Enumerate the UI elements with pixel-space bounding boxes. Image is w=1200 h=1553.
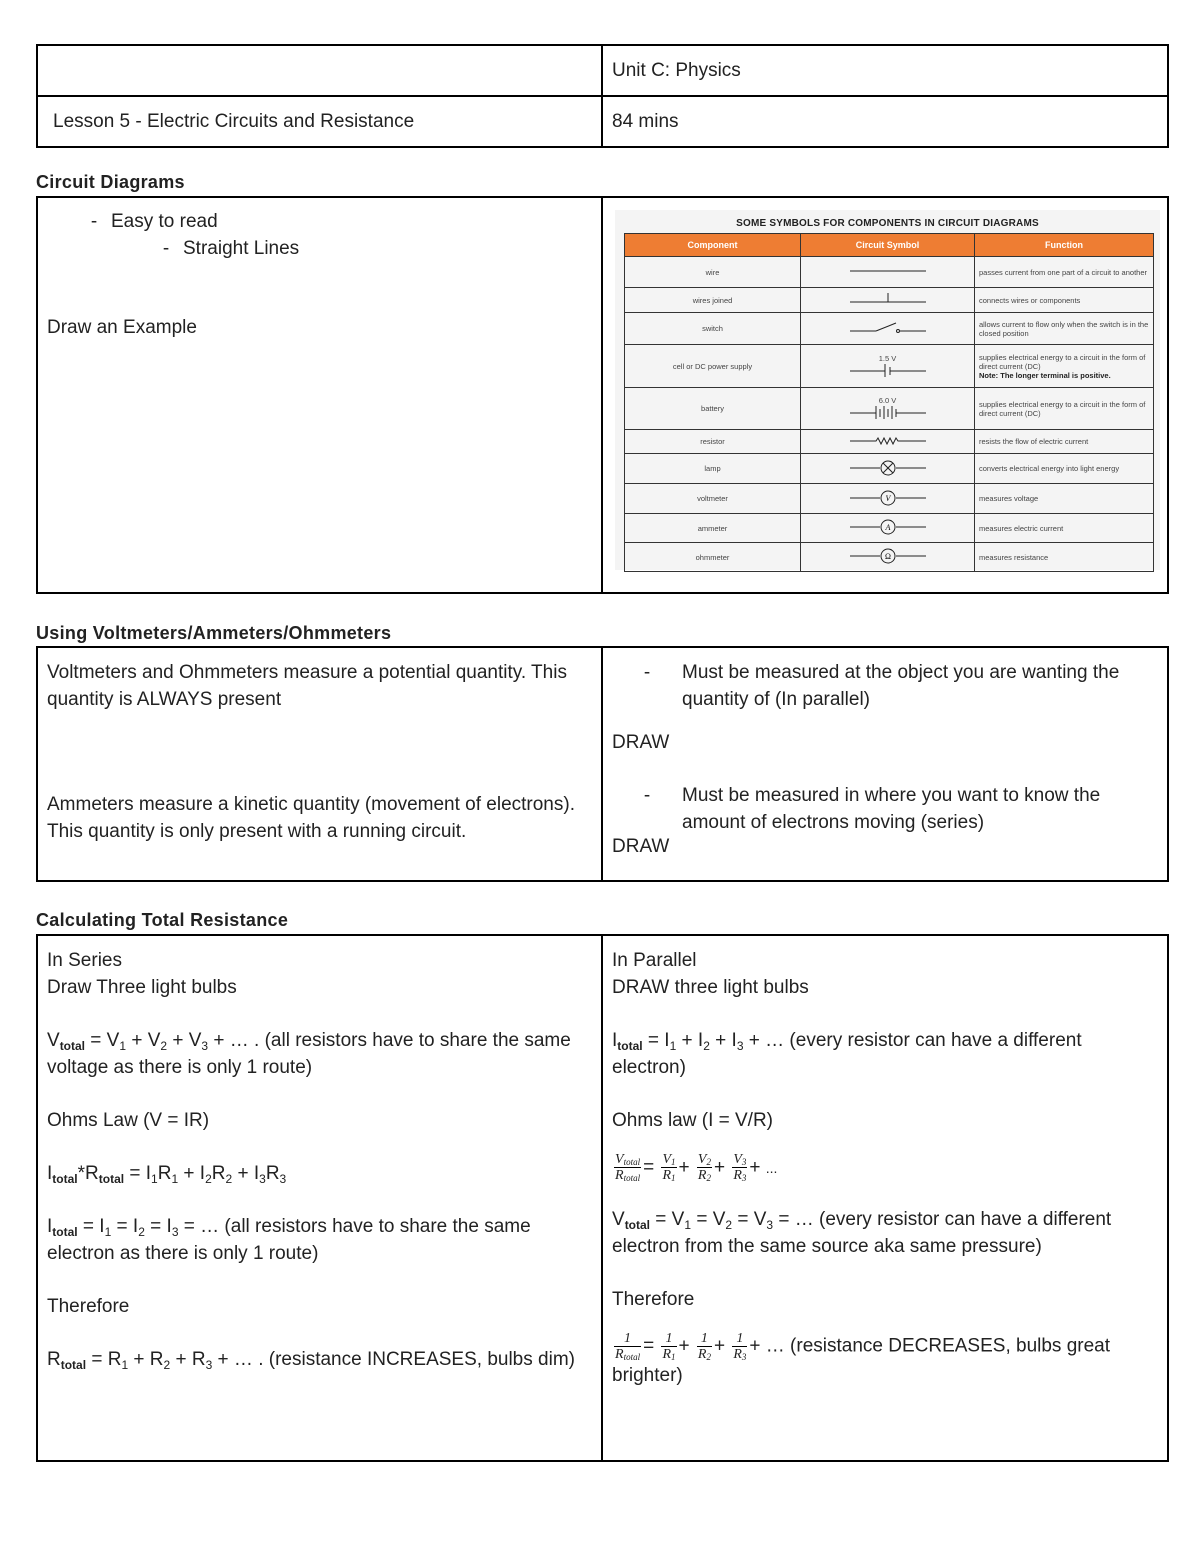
symbol-row bbox=[625, 345, 1154, 388]
meters-left-cell bbox=[37, 647, 602, 881]
component-function: connects wires or components bbox=[975, 288, 1154, 313]
parallel-draw-label: DRAW three light bulbs bbox=[612, 977, 809, 998]
chart-title: SOME SYMBOLS FOR COMPONENTS IN CIRCUIT DIAGRAMS bbox=[736, 218, 1039, 229]
cell-symbol bbox=[801, 345, 975, 388]
symbol-row bbox=[625, 388, 1154, 430]
header-empty-cell bbox=[37, 45, 602, 96]
unit-cell bbox=[602, 45, 1168, 96]
meters-right-cell bbox=[602, 647, 1168, 881]
draw-label-series: DRAW bbox=[612, 836, 670, 857]
component-function: allows current to flow only when the switch is in the closed position bbox=[975, 313, 1154, 345]
component-name: lamp bbox=[625, 454, 801, 484]
section-title-resistance: Calculating Total Resistance bbox=[36, 910, 289, 930]
lamp-symbol bbox=[801, 454, 975, 484]
parallel-heading: In Parallel bbox=[612, 950, 697, 971]
lesson-cell bbox=[37, 96, 602, 147]
symbol-row bbox=[625, 257, 1154, 288]
wire-symbol bbox=[801, 257, 975, 288]
cell-voltage-label: 1.5 V bbox=[878, 353, 897, 363]
parallel-therefore: Therefore bbox=[612, 1289, 695, 1310]
parallel-voltage-fraction-formula: $\frac{V_{total}}{R_{total}}$ = $\frac{V_1}{R_1}$ + $\frac{V_2}{R_2}$ + $\frac{V_3}{R_3}$ + ... bbox=[615, 1152, 778, 1184]
circuit-notes-cell bbox=[37, 197, 602, 593]
header-table bbox=[36, 44, 1169, 148]
series-ohms-formula: $I_{total}*R_{total} = I_1R_1 + I_2R_2 + I_3R_3$ bbox=[47, 1163, 287, 1186]
parallel-ohms-law: Ohms law (I = V/R) bbox=[612, 1110, 773, 1131]
symbol-row bbox=[625, 514, 1154, 543]
wires-joined-symbol bbox=[801, 288, 975, 313]
ammeter-symbol bbox=[801, 514, 975, 543]
component-function: resists the flow of electric current bbox=[975, 430, 1154, 454]
col-header-component: Component bbox=[625, 234, 801, 257]
voltmeter-symbol bbox=[801, 484, 975, 514]
symbol-row bbox=[625, 543, 1154, 572]
potential-quantity-text: Voltmeters and Ohmmeters measure a potential quantity. This quantity is ALWAYS present bbox=[47, 662, 567, 710]
series-resistance-formula: $R_{total} = R_1 + R_2 + R_3$ + … . (resistance INCREASES, bulbs dim) bbox=[47, 1349, 575, 1372]
circuit-diagrams-table bbox=[36, 196, 1169, 594]
svg-text:V: V bbox=[885, 493, 890, 503]
symbol-row bbox=[625, 484, 1154, 514]
series-ohms-law: Ohms Law (V = IR) bbox=[47, 1110, 210, 1131]
cell-note: Note: The longer terminal is positive. bbox=[979, 370, 1111, 380]
parallel-resistance-formula: $\frac{1}{R_{total}}$ = $\frac{1}{R_1}$ + $\frac{1}{R_2}$ + $\frac{1}{R_3}$ + … (resistance DECREASES, bulbs great brighter) bbox=[612, 1331, 1111, 1386]
unit-title: Unit C: Physics bbox=[612, 60, 741, 81]
component-function: passes current from one part of a circuit to another bbox=[975, 257, 1154, 288]
component-name: wire bbox=[625, 257, 801, 288]
series-voltage-formula: $V_{total} = V_1 + V_2 + V_3$ + … . (all resistors have to share the same voltage as there is only 1 route) bbox=[47, 1030, 571, 1078]
lesson-title: Lesson 5 - Electric Circuits and Resistance bbox=[53, 111, 415, 132]
col-header-symbol: Circuit Symbol bbox=[801, 234, 975, 257]
section-title-circuit-diagrams: Circuit Diagrams bbox=[36, 172, 185, 192]
draw-example-label: Draw an Example bbox=[47, 317, 197, 338]
resistance-table bbox=[36, 934, 1169, 1462]
series-heading: In Series bbox=[47, 950, 122, 971]
bullet-easy-to-read: - Easy to read bbox=[90, 211, 218, 232]
symbols-chart-cell bbox=[602, 197, 1168, 593]
parallel-cell bbox=[602, 935, 1168, 1461]
component-name: resistor bbox=[625, 430, 801, 454]
series-cell bbox=[37, 935, 602, 1461]
component-name: ammeter bbox=[625, 514, 801, 543]
series-therefore: Therefore bbox=[47, 1296, 130, 1317]
component-function: converts electrical energy into light energy bbox=[975, 454, 1154, 484]
lesson-duration: 84 mins bbox=[612, 111, 679, 132]
duration-cell bbox=[602, 96, 1168, 147]
ohmmeter-symbol bbox=[801, 543, 975, 572]
component-name: ohmmeter bbox=[625, 543, 801, 572]
series-current-formula: $I_{total} = I_1 = I_2 = I_3$ = … (all resistors have to share the same electron as there is only 1 route) bbox=[47, 1216, 531, 1264]
component-name: battery bbox=[625, 388, 801, 430]
series-bullet: - Must be measured in where you want to know the amount of electrons moving (series) bbox=[643, 785, 1101, 833]
symbol-row bbox=[625, 430, 1154, 454]
component-function: supplies electrical energy to a circuit in the form of direct current (DC) bbox=[975, 388, 1154, 430]
component-function: measures resistance bbox=[975, 543, 1154, 572]
symbol-row bbox=[625, 454, 1154, 484]
component-name: voltmeter bbox=[625, 484, 801, 514]
kinetic-quantity-text: Ammeters measure a kinetic quantity (movement of electrons). This quantity is only present with a running circuit. bbox=[47, 794, 575, 842]
series-draw-label: Draw Three light bulbs bbox=[47, 977, 237, 998]
battery-symbol bbox=[801, 388, 975, 430]
battery-voltage-label: 6.0 V bbox=[878, 396, 897, 405]
resistor-symbol bbox=[801, 430, 975, 454]
switch-symbol bbox=[801, 313, 975, 345]
col-header-function: Function bbox=[975, 234, 1154, 257]
parallel-current-formula: $I_{total} = I_1 + I_2 + I_3$ + … (every resistor can have a different electron) bbox=[612, 1030, 1082, 1078]
component-function: supplies electrical energy to a circuit in the form of direct current (DC) Note: The longer terminal is positive. bbox=[975, 345, 1154, 388]
bullet-straight-lines: - Straight Lines bbox=[162, 238, 300, 259]
component-function: measures electric current bbox=[975, 514, 1154, 543]
meters-table bbox=[36, 646, 1169, 882]
symbol-row bbox=[625, 313, 1154, 345]
draw-label-parallel: DRAW bbox=[612, 732, 670, 753]
symbol-row bbox=[625, 288, 1154, 313]
component-name: cell or DC power supply bbox=[625, 345, 801, 388]
svg-text:A: A bbox=[885, 523, 890, 532]
component-name: switch bbox=[625, 313, 801, 345]
component-name: wires joined bbox=[625, 288, 801, 313]
svg-text:Ω: Ω bbox=[884, 552, 891, 561]
parallel-bullet: - Must be measured at the object you are wanting the quantity of (In parallel) bbox=[643, 662, 1120, 710]
component-function: measures voltage bbox=[975, 484, 1154, 514]
parallel-voltage-formula: $V_{total} = V_1 = V_2 = V_3$ = … (every resistor can have a different electron from the same source aka same pressure) bbox=[612, 1209, 1112, 1257]
symbols-table bbox=[624, 233, 1154, 572]
circuit-symbols-chart bbox=[615, 210, 1160, 570]
section-title-meters: Using Voltmeters/Ammeters/Ohmmeters bbox=[36, 623, 392, 643]
